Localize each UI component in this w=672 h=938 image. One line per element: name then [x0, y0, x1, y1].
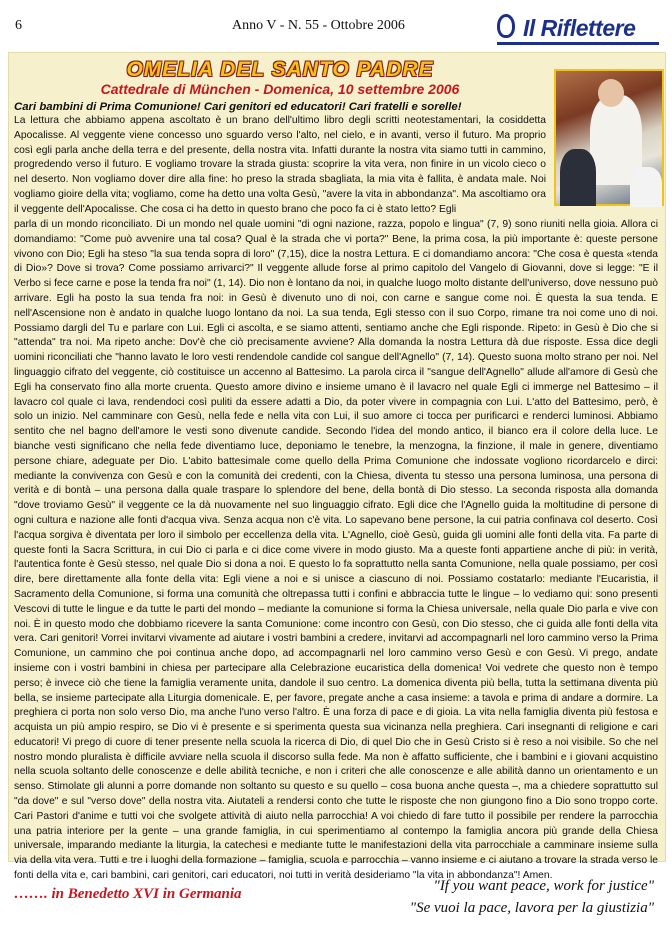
footer-quote-italian: "Se vuoi la pace, lavora per la giustizia": [409, 900, 654, 916]
issue-info: Anno V - N. 55 - Ottobre 2006: [232, 18, 405, 33]
article-body-intro: La lettura che abbiamo appena ascoltato è un brano dell'ultimo libro degli scritti neotestamentari, la cosiddetta Apocalisse. Al veggente viene concesso uno sguardo verso l'alto, nel cielo, e in avanti, verso il futuro. Ma proprio così egli parla anche della terra e del presente, della nostra vita. Infatti durante la nostra vita siamo tutti in cammino, progredendo verso il futuro. E vogliamo trovare la strada giusta: scoprire la vita vera, non finire in un vicolo cieco o nel deserto. Non vogliamo dover dire alla fine: ho preso la strada sbagliata, la mia vita è fallita, è andata male. Noi vogliamo gioire della vita; vogliamo, come ha detto una volta Gesù, "avere la vita in abbondanza". Ma ascoltiamo ora il veggente dell'Apocalisse. Che cosa ci ha detto in questo brano che poco fa ci è stato letto? Egli: [14, 115, 546, 215]
article-body-main: parla di un mondo riconciliato. Di un mondo nel quale uomini "di ogni nazione, razza, popolo e lingua" (7, 9) sono riuniti nella gioia. Allora ci domandiamo: "Come può avvenire una tal cosa? Qual è la strada che vi porta?" Bene, la prima cosa, la più importante è: queste persone vivono con Dio; Egli ha steso "la sua tenda sopra di loro" (7,15), dice la nostra Lettura. E ci domandiamo ancora: "Che cosa è questa «tenda di Dio»? Dove si trova? Come possiamo arrivarci?" Il veggente allude forse al primo capitolo del Vangelo di Giovanni, dove si legge: "E il Verbo si fece carne e pose la tenda fra noi" (1, 14). Dio non è lontano da noi, in qualche luogo molto distante dell'universo, dove nessuno può arrivare. Egli ha posto la sua tenda fra noi: in Gesù è divenuto uno di noi, con carne e sangue come noi. È questa la sua tenda. E nell'Ascensione non è andato in qualche luogo lontano da noi. La sua tenda, Egli stesso con il suo Corpo, rimane tra noi come uno di noi. Possiamo dargli del Tu e parlare con Lui. Egli ci ascolta, e se siamo attenti, sentiamo anche che Egli risponde. Ripeto: in Gesù è Dio che si "attenda" tra noi. Ma ripeto anche: Dov'è che ciò precisamente avviene? Alla domanda la nostra Lettura dà due risposte. Essa dice degli uomini riconciliati che "hanno lavato le loro vesti rendendole candide col sangue dell'Agnello" (7, 14). Questo suona molto strano per noi. Nel linguaggio cifrato del veggente, ciò costituisce un accenno al Battesimo. La parola circa il "sangue dell'Agnello" allude all'amore di Gesù che Egli ha conservato fino alla morte cruenta. Questo amore divino e insieme umano è il lavacro nel quale Egli ci immerge nel Battesimo – il lavacro col quale ci lava, rendendoci così puliti da essere adatti a Dio, da poter vivere in compagnia con Lui. L'atto del Battesimo, però, è solo un inizio. Nel camminare con Gesù, nella fede e nella vita con Lui, il suo amore ci tocca per purificarci e renderci luminosi. Abbiamo sentito che nel bagno dell'amore le vesti sono divenute candide. Secondo l'idea del mondo antico, il bianco era il colore della luce. Le bianche vesti significano che nella fede diventiamo luce, deponiamo le tenebre, la menzogna, la finzione, il male in genere, diventiamo persone chiare, adeguate per Dio. L'abito battesimale come quello della Prima Comunione che indossate vogliono ricordarcelo e dirci: mediante la convivenza con Gesù e con la comunità dei credenti, con la Chiesa, diventa tu stesso una persona luminosa, una persona di verità e di bontà – una persona dalla quale traspare lo splendore del bene, della bontà di Dio stesso. La seconda risposta alla domanda "dove troviamo Gesù" il veggente ce la dà nuovamente nel suo linguaggio cifrato. Egli dice che l'Agnello guida la moltitudine di persone di ogni cultura e nazione alle fonti d'acqua viva. Senza acqua non c'è vita. Lo sapevano bene persone, la cui patria confinava col deserto. Così l'acqua sorgiva è diventata per loro il simbolo per eccellenza della vita. L'Agnello, cioè Gesù, guida gli uomini alle fonti della vita. Fa parte di queste fonti la Sacra Scrittura, in cui Dio ci parla e ci dice come vivere in modo giusto. Ma a queste fonti appartiene anche di più: in verità, l'autentica fonte è Gesù stesso, nel quale Dio si dona a noi. E questo lo fa soprattutto nella santa Comunione, nella quale possiamo, per così dire, bere direttamente alla fonte della vita: Egli viene a noi e si unisce a ciascuno di noi. Possiamo costatarlo: mediante l'Eucaristia, il Sacramento della Comunione, si forma una comunità che oltrepassa tutti i confini e abbraccia tutte le lingue – lo vediamo qui: sono presenti Vescovi di tutte le lingue e da tutte le parti del mondo – mediante la comunione si forma la Chiesa universale, nella quale Dio parla e vive con noi. È in questo modo che dobbiamo ricevere la santa Comunione: come incontro con Gesù, con Dio stesso, che ci guida alle fonti della vita vera. Cari genitori! Vorrei invitarvi vivamente ad aiutare i vostri bambini a credere, invitarvi ad accompagnarli nel loro cammino verso la Prima Comunione, un cammino che poi continua anche dopo, ad accompagnarli nel loro cammino verso Gesù e con Gesù. Vi prego, andate insieme con i vostri bambini in chiesa per partecipare alla Celebrazione eucaristica della domenica! Voi vedrete che questo non è tempo perso; è invece ciò che tiene la famiglia veramente unita, dandole il suo centro. La domenica diventa più bella, tutta la settimana diventa più bella, se insieme partecipate alla Liturgia domenicale. E, per favore, pregate anche a casa insieme: a tavola e prima di andare a dormire. La preghiera ci porta non solo verso Dio, ma anche l'uno verso l'altro. È una forza di pace e di gioia. La vita nella famiglia diventa più festosa e acquista un più ampio respiro, se Dio vi è presente e si sperimenta questa sua vicinanza nella preghiera. Cari insegnanti di religione e cari educatori! Vi prego di cuore di tener presente nella scuola la ricerca di Dio, di quel Dio che in Gesù Cristo si è reso a noi visibile. So che nel nostro mondo pluralista è difficile avviare nella scuola il discorso sulla fede. Ma non è affatto sufficiente, che i bambini e i giovani acquistino nella scuola soltanto delle conoscenze e delle abilità tecniche, e non i criteri che alle conoscenze e alle abilità danno un orientamento e un senso. Stimolate gli alunni a porre domande non soltanto su questo e su quello – cosa buona anche questa –, ma a chiedere soprattutto sul "da dove" e sul "verso dove" della nostra vita. Aiutateli a rendersi conto che tutte le risposte che non giungono fino a Dio sono troppo corte. Cari Pastori d'anime e tutti voi che svolgete attività di aiuto nella parrocchia! A voi chiedo di fare tutto il possibile per rendere la parrocchia una patria interiore per la gente – una grande famiglia, in cui sperimentiamo al contempo la famiglia ancora più grande della Chiesa universale, imparando mediante la liturgia, la catechesi e mediante tutte le manifestazioni della vita parrocchiale a camminare insieme sulla via della vita vera. Tutti e tre i luoghi della formazione – famiglia, scuola e parrocchia – vanno insieme e ci aiutano a trovare la strada verso le fonti della vita e, cari bambini, cari genitori, cari educatori, noi tutti in verità desideriamo "la vita in abbondanza"! Amen.: [14, 219, 658, 882]
logo-text: Il Riflettere: [523, 15, 636, 41]
footer-caption: ……. in Benedetto XVI in Germania: [14, 886, 242, 902]
article-greeting: Cari bambini di Prima Comunione! Cari genitori ed educatori! Cari fratelli e sorelle!: [14, 101, 462, 113]
photo-figure-head: [598, 79, 624, 107]
logo-underline: [497, 42, 659, 45]
magazine-logo: [497, 14, 659, 44]
footer-quote-english: "If you want peace, work for justice": [433, 878, 654, 894]
page-header: [0, 0, 672, 50]
pope-photo: [554, 69, 664, 206]
article-subtitle: Cattedrale di München - Domenica, 10 settembre 2006: [100, 81, 460, 97]
logo-emblem-icon: [497, 14, 515, 38]
page-number: 6: [15, 18, 22, 33]
article-title: OMELIA DEL SANTO PADRE: [126, 58, 434, 81]
photo-child-figure-2: [630, 167, 662, 207]
photo-child-figure: [560, 149, 596, 206]
